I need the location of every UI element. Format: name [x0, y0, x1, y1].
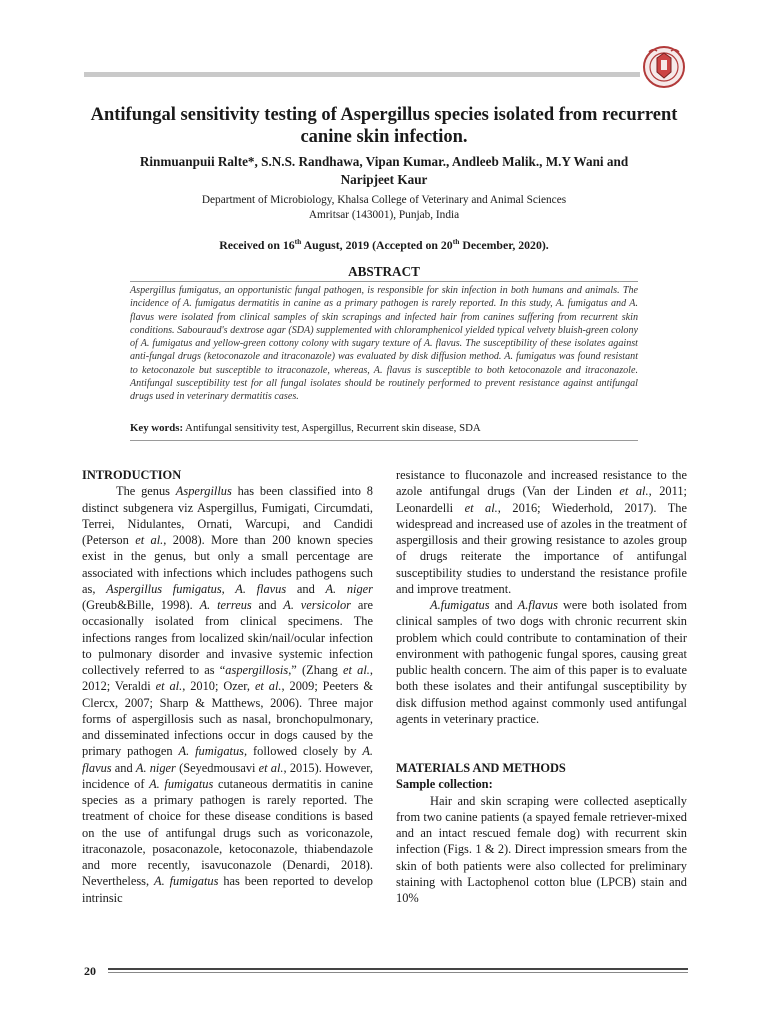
header-rule [84, 72, 640, 77]
footer-rule [108, 968, 688, 970]
abstract-text: Aspergillus fumigatus, an opportunistic fungal pathogen, is responsible for skin infection in both humans and animals. The incidence of A. fumigatus dermatitis in canine as a primary pathogen is rarely reported. In this study, A. fumigatus and A. flavus were isolated from clinical samples of skin scrapings and infected hair from canines suffering from recurrent skin conditions. Sabouraud's dextrose agar (SDA) supplemented with chloramphenicol yielded typical velvety bluish-green colony of A. fumigatus and yellow-green cottony colony with sugary texture of A. flavus. The susceptibility of these isolates against anti-fungal drugs (ketoconazole and itraconazole) was evaluated by disk diffusion method. A. fumigatus was found resistant to ketoconazole but susceptible to itraconazole, whereas, A. flavus is susceptible to both ketoconazole and itraconazole. Antifungal susceptibility test for all fungal isolates should be routinely performed to prevent resistance against antifungal drugs used in veterinary dermatitis cases. [130, 285, 638, 403]
authors-line-1: Rinmuanpuii Ralte*, S.N.S. Randhawa, Vipan Kumar., Andleeb Malik., M.Y Wani and [139, 154, 629, 169]
abstract-top-rule [130, 281, 638, 282]
affiliation-line-2: Amritsar (143001), Punjab, India [308, 208, 460, 221]
introduction-heading: INTRODUCTION [82, 468, 182, 482]
sample-collection-heading: Sample collection: [396, 777, 493, 792]
introduction-continued-paragraph: resistance to fluconazole and increased resistance to the azole antifungal drugs (Van der Linden et al., 2011; Leonardelli et al., 2016; Wiederhold, 2017). The widespread and increased use of azoles in the treatment of aspergillosis and their growing resistance to azoles group of drugs reiterate the importance of antifungal susceptibility studies to understand the resistance profile and improve treatment. [396, 468, 687, 596]
authors-line-2: Naripjeet Kaur [340, 171, 428, 187]
affiliation [104, 193, 664, 222]
keywords: Key words: Antifungal sensitivity test, Aspergillus, Recurrent skin disease, SDA [130, 422, 481, 434]
introduction-paragraph: The genus Aspergillus has been classified into 8 distinct subgenera viz Aspergillus, Fumigati, Circumdati, Terrei, Nidulantes, Ornati, Warcupi, and Candidi (Peterson et al., 2008). More than 200 known species exist in the genus, but only a small percentage are associated with infections which includes pathogens such as, Aspergillus fumigatus, A. flavus and A. niger (Greub&Bille, 1998). A. terreus and A. versicolor are occasionally isolated from clinical specimens. The infections ranges from localized skin/nail/ocular infection to pulmonary disorder and invasive systemic infection collectively referred to as “aspergillosis,” (Zhang et al., 2012; Veraldi et al., 2010; Ozer, et al., 2009; Peeters & Clercx, 2007; Sharp & Matthews, 2006). Three major forms of aspergillosis such as nasal, bronchopulmonary, and disseminated infections occur in dogs caused by the primary pathogen A. fumigatus, followed closely by A. flavus and A. niger (Seyedmousavi et al., 2015). However, incidence of A. fumigatus cutaneous dermatitis in canine species as a primary pathogen is rarely reported. The treatment of choice for these disease conditions is based on the use of antifungal drugs such as voriconazole, itraconazole, posaconazole, ketoconazole, thiabendazole and more recently, isavuconazole (Denardi, 2018). Nevertheless, A. fumigatus has been reported to develop intrinsic [82, 484, 374, 905]
received-date: Received on 16th August, 2019 (Accepted on 20th December, 2020). [219, 237, 549, 252]
introduction-aim-paragraph: A.fumigatus and A.flavus were both isolated from clinical samples of two dogs with chronic recurrent skin problem which could contribute to contamination of their environment with pathogenic fungal spores, causing great public health concern. The aim of this paper is to evaluate both these isolates and their antifungal susceptibility by disk diffusion method against commonly used antifungal agents in veterinary practice. [396, 598, 687, 726]
abstract-bottom-rule [130, 440, 638, 441]
abstract-heading: ABSTRACT [348, 264, 420, 279]
author-list [104, 153, 664, 188]
article-title: Antifungal sensitivity testing of Aspergillus species isolated from recurrent canine skin infection. [90, 105, 678, 147]
footer-rule-thin [108, 972, 688, 973]
methods-paragraph: Hair and skin scraping were collected aseptically from two canine patients (a spayed female retriever-mixed and an intact rescued female dog) with recurrent skin infection (Figs. 1 & 2). Direct impression smears from the skin of both patients were also collected for preliminary staining with Lactophenol cotton blue (LPCB) stain and 10% [396, 793, 687, 905]
section-spacer [396, 727, 687, 760]
left-column [82, 467, 373, 906]
page-number: 20 [84, 964, 96, 978]
methods-heading: MATERIALS AND METHODS [396, 761, 566, 775]
university-crest-icon [641, 44, 687, 90]
right-column [396, 467, 687, 906]
affiliation-line-1: Department of Microbiology, Khalsa College of Veterinary and Animal Sciences [201, 194, 567, 206]
